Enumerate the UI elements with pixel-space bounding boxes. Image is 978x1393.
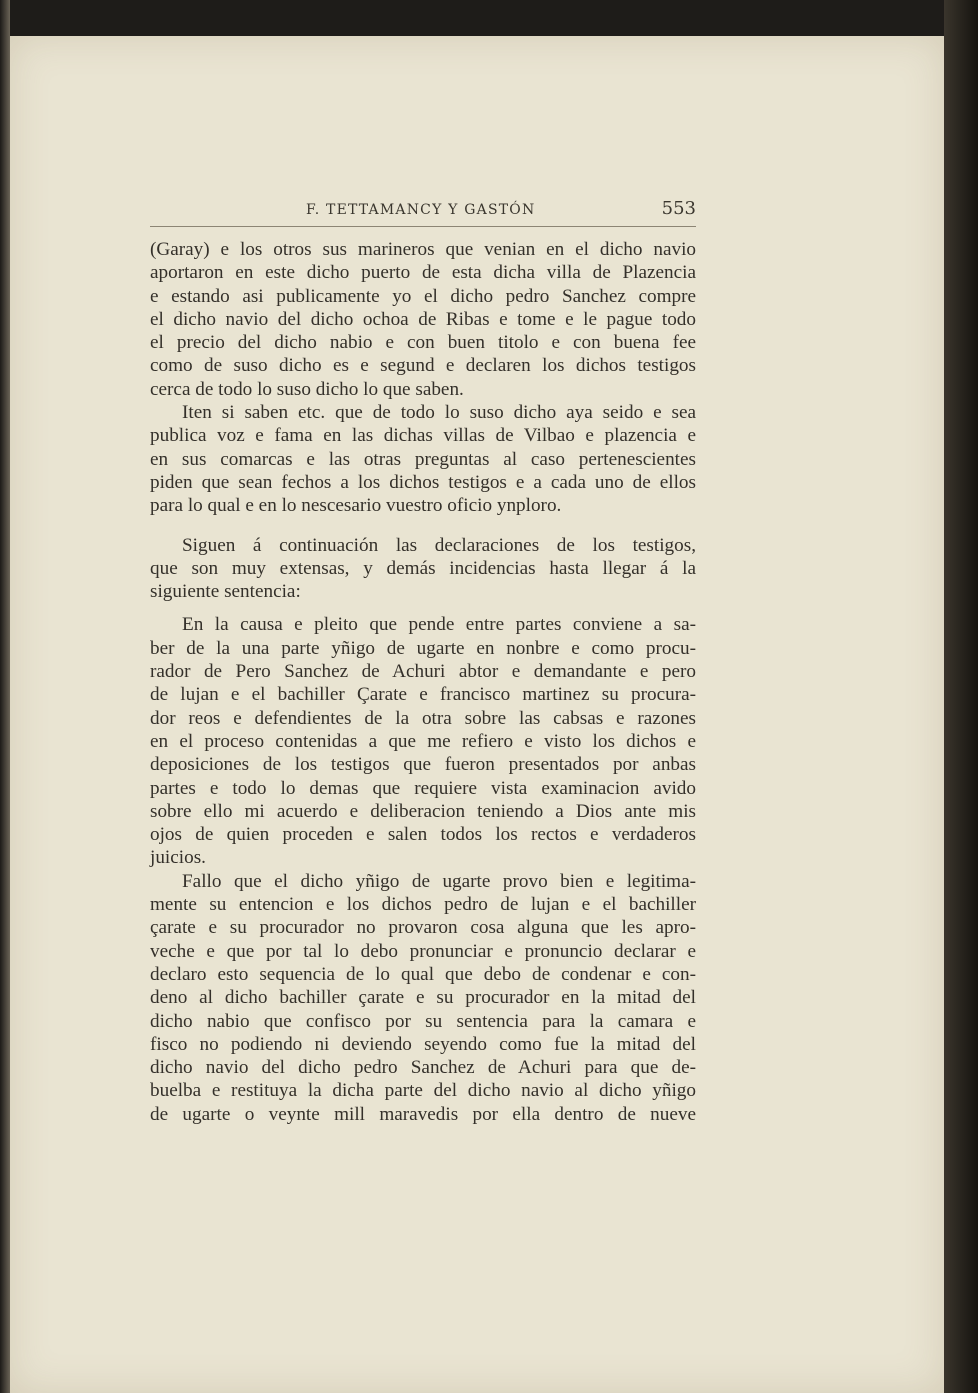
paragraph	[150, 870, 696, 1126]
paragraph	[150, 238, 696, 401]
text-line: piden que sean fechos a los dichos testigos e a cada uno de ellos	[150, 471, 696, 493]
page-header	[150, 198, 696, 224]
text-line: ber de la una parte yñigo de ugarte en nonbre e como procu-	[150, 637, 696, 659]
text-line: sobre ello mi acuerdo e deliberacion teniendo a Dios ante mis	[150, 800, 696, 822]
text-line: (Garay) e los otros sus marineros que venian en el dicho navio	[150, 239, 696, 260]
text-line: rador de Pero Sanchez de Achuri abtor e demandante e pero	[150, 661, 696, 683]
text-line: dicho nabio que confisco por su sentencia para la camara e	[150, 1010, 696, 1032]
text-line: cerca de todo lo suso dicho lo que saben.	[150, 378, 464, 400]
text-line: veche e que por tal lo debo pronunciar e pronuncio declarar e	[150, 940, 696, 962]
text-line: dor reos e defendientes de la otra sobre las cabsas e razones	[150, 707, 696, 729]
text-line: ojos de quien proceden e salen todos los rectos e verdaderos	[150, 824, 696, 846]
text-line: e estando asi publicamente yo el dicho pedro Sanchez compre	[150, 285, 696, 307]
paragraph	[150, 613, 696, 869]
body-text	[150, 238, 696, 1126]
header-rule	[150, 226, 696, 227]
text-line: partes e todo lo demas que requiere vista examinacion avido	[150, 777, 696, 799]
text-line: en el proceso contenidas a que me refiero e visto los dichos e	[150, 730, 696, 752]
scan-right-border	[944, 0, 978, 1393]
paragraph	[150, 401, 696, 517]
text-line: deposiciones de los testigos que fueron presentados por anbas	[150, 754, 696, 776]
text-line: fisco no podiendo ni deviendo seyendo como fue la mitad del	[150, 1033, 696, 1055]
text-line: en sus comarcas e las otras preguntas al caso pertenescientes	[150, 448, 696, 470]
page-number: 553	[661, 198, 696, 219]
text-line: Iten si saben etc. que de todo lo suso dicho aya seido e sea	[182, 402, 696, 424]
text-line: buelba e restituya la dicha parte del dicho navio al dicho yñigo	[150, 1080, 696, 1102]
text-line: que son muy extensas, y demás incidencias hasta llegar á la	[150, 557, 696, 579]
text-line: mente su entencion e los dichos pedro de lujan e el bachiller	[150, 894, 696, 916]
text-line: aportaron en este dicho puerto de esta dicha villa de Plazencia	[150, 262, 696, 284]
text-line: como de suso dicho es e segund e declaren los dichos testigos	[150, 355, 696, 377]
running-head: F. TETTAMANCY Y GASTÓN	[306, 202, 536, 218]
text-line: para lo qual e en lo nescesario vuestro oficio ynploro.	[150, 495, 562, 517]
text-line: el dicho navio del dicho ochoa de Ribas e tome e le pague todo	[150, 308, 696, 330]
text-line: En la causa e pleito que pende entre partes conviene a sa-	[182, 614, 696, 636]
scan-top-border	[0, 0, 978, 36]
text-line: dicho navio del dicho pedro Sanchez de Achuri para que de-	[150, 1057, 696, 1079]
text-line: de ugarte o veynte mill maravedis por ella dentro de nueve	[150, 1103, 696, 1125]
text-line: de lujan e el bachiller Çarate e francisco martinez su procura-	[150, 684, 696, 706]
book-spine-shadow	[0, 0, 10, 1393]
text-line: publica voz e fama en las dichas villas de Vilbao e plazencia e	[150, 425, 696, 447]
text-line: Fallo que el dicho yñigo de ugarte provo bien e legitima-	[182, 870, 696, 892]
text-line: Siguen á continuación las declaraciones de los testigos,	[182, 534, 696, 556]
text-line: el precio del dicho nabio e con buen titolo e con buena fee	[150, 332, 696, 354]
text-line: juicios.	[150, 847, 206, 869]
text-line: deno al dicho bachiller çarate e su procurador en la mitad del	[150, 987, 696, 1009]
text-line: declaro esto sequencia de lo qual que debo de condenar e con-	[150, 963, 696, 985]
text-line: çarate e su procurador no provaron cosa alguna que les apro-	[150, 917, 696, 939]
text-line: siguiente sentencia:	[150, 581, 301, 603]
paragraph	[150, 534, 696, 604]
